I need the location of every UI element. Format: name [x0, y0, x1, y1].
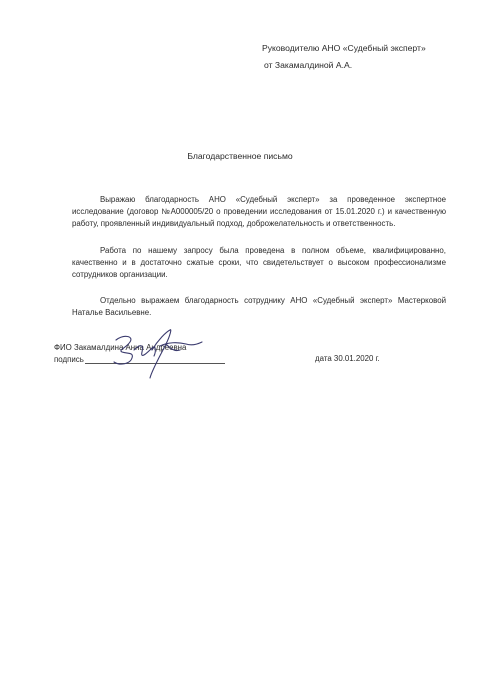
signature-label: подпись: [54, 355, 84, 364]
addressee-block: [262, 40, 426, 74]
fio-line: ФИО Закамалдина Анна Андреевна: [54, 343, 187, 352]
addressee-recipient: Руководителю АНО «Судебный эксперт»: [262, 43, 426, 53]
paragraph-work-quality: Работа по нашему запросу была проведена в полном объеме, квалифицированно, качественно и в достаточно сжатые сроки, что свидетельствует о высоком профессионализме сотрудников организации.: [72, 245, 446, 280]
letter-title: Благодарственное письмо: [187, 151, 293, 161]
handwritten-signature: [104, 322, 214, 382]
date-line: дата 30.01.2020 г.: [315, 354, 380, 363]
addressee-sender: от Закамалдиной А.А.: [264, 60, 353, 70]
letter-body: [72, 194, 446, 334]
paragraph-gratitude: Выражаю благодарность АНО «Судебный эксперт» за проведенное экспертное исследование (договор №А000005/20 о проведении исследования от 15.01.2020 г.) и качественную работу, проявленный индивидуальный подход, доброжелательность и ответственность.: [72, 195, 446, 229]
paragraph-employee-thanks: Отдельно выражаем благодарность сотруднику АНО «Судебный эксперт» Мастерковой Наталье Васильевне.: [72, 296, 446, 318]
